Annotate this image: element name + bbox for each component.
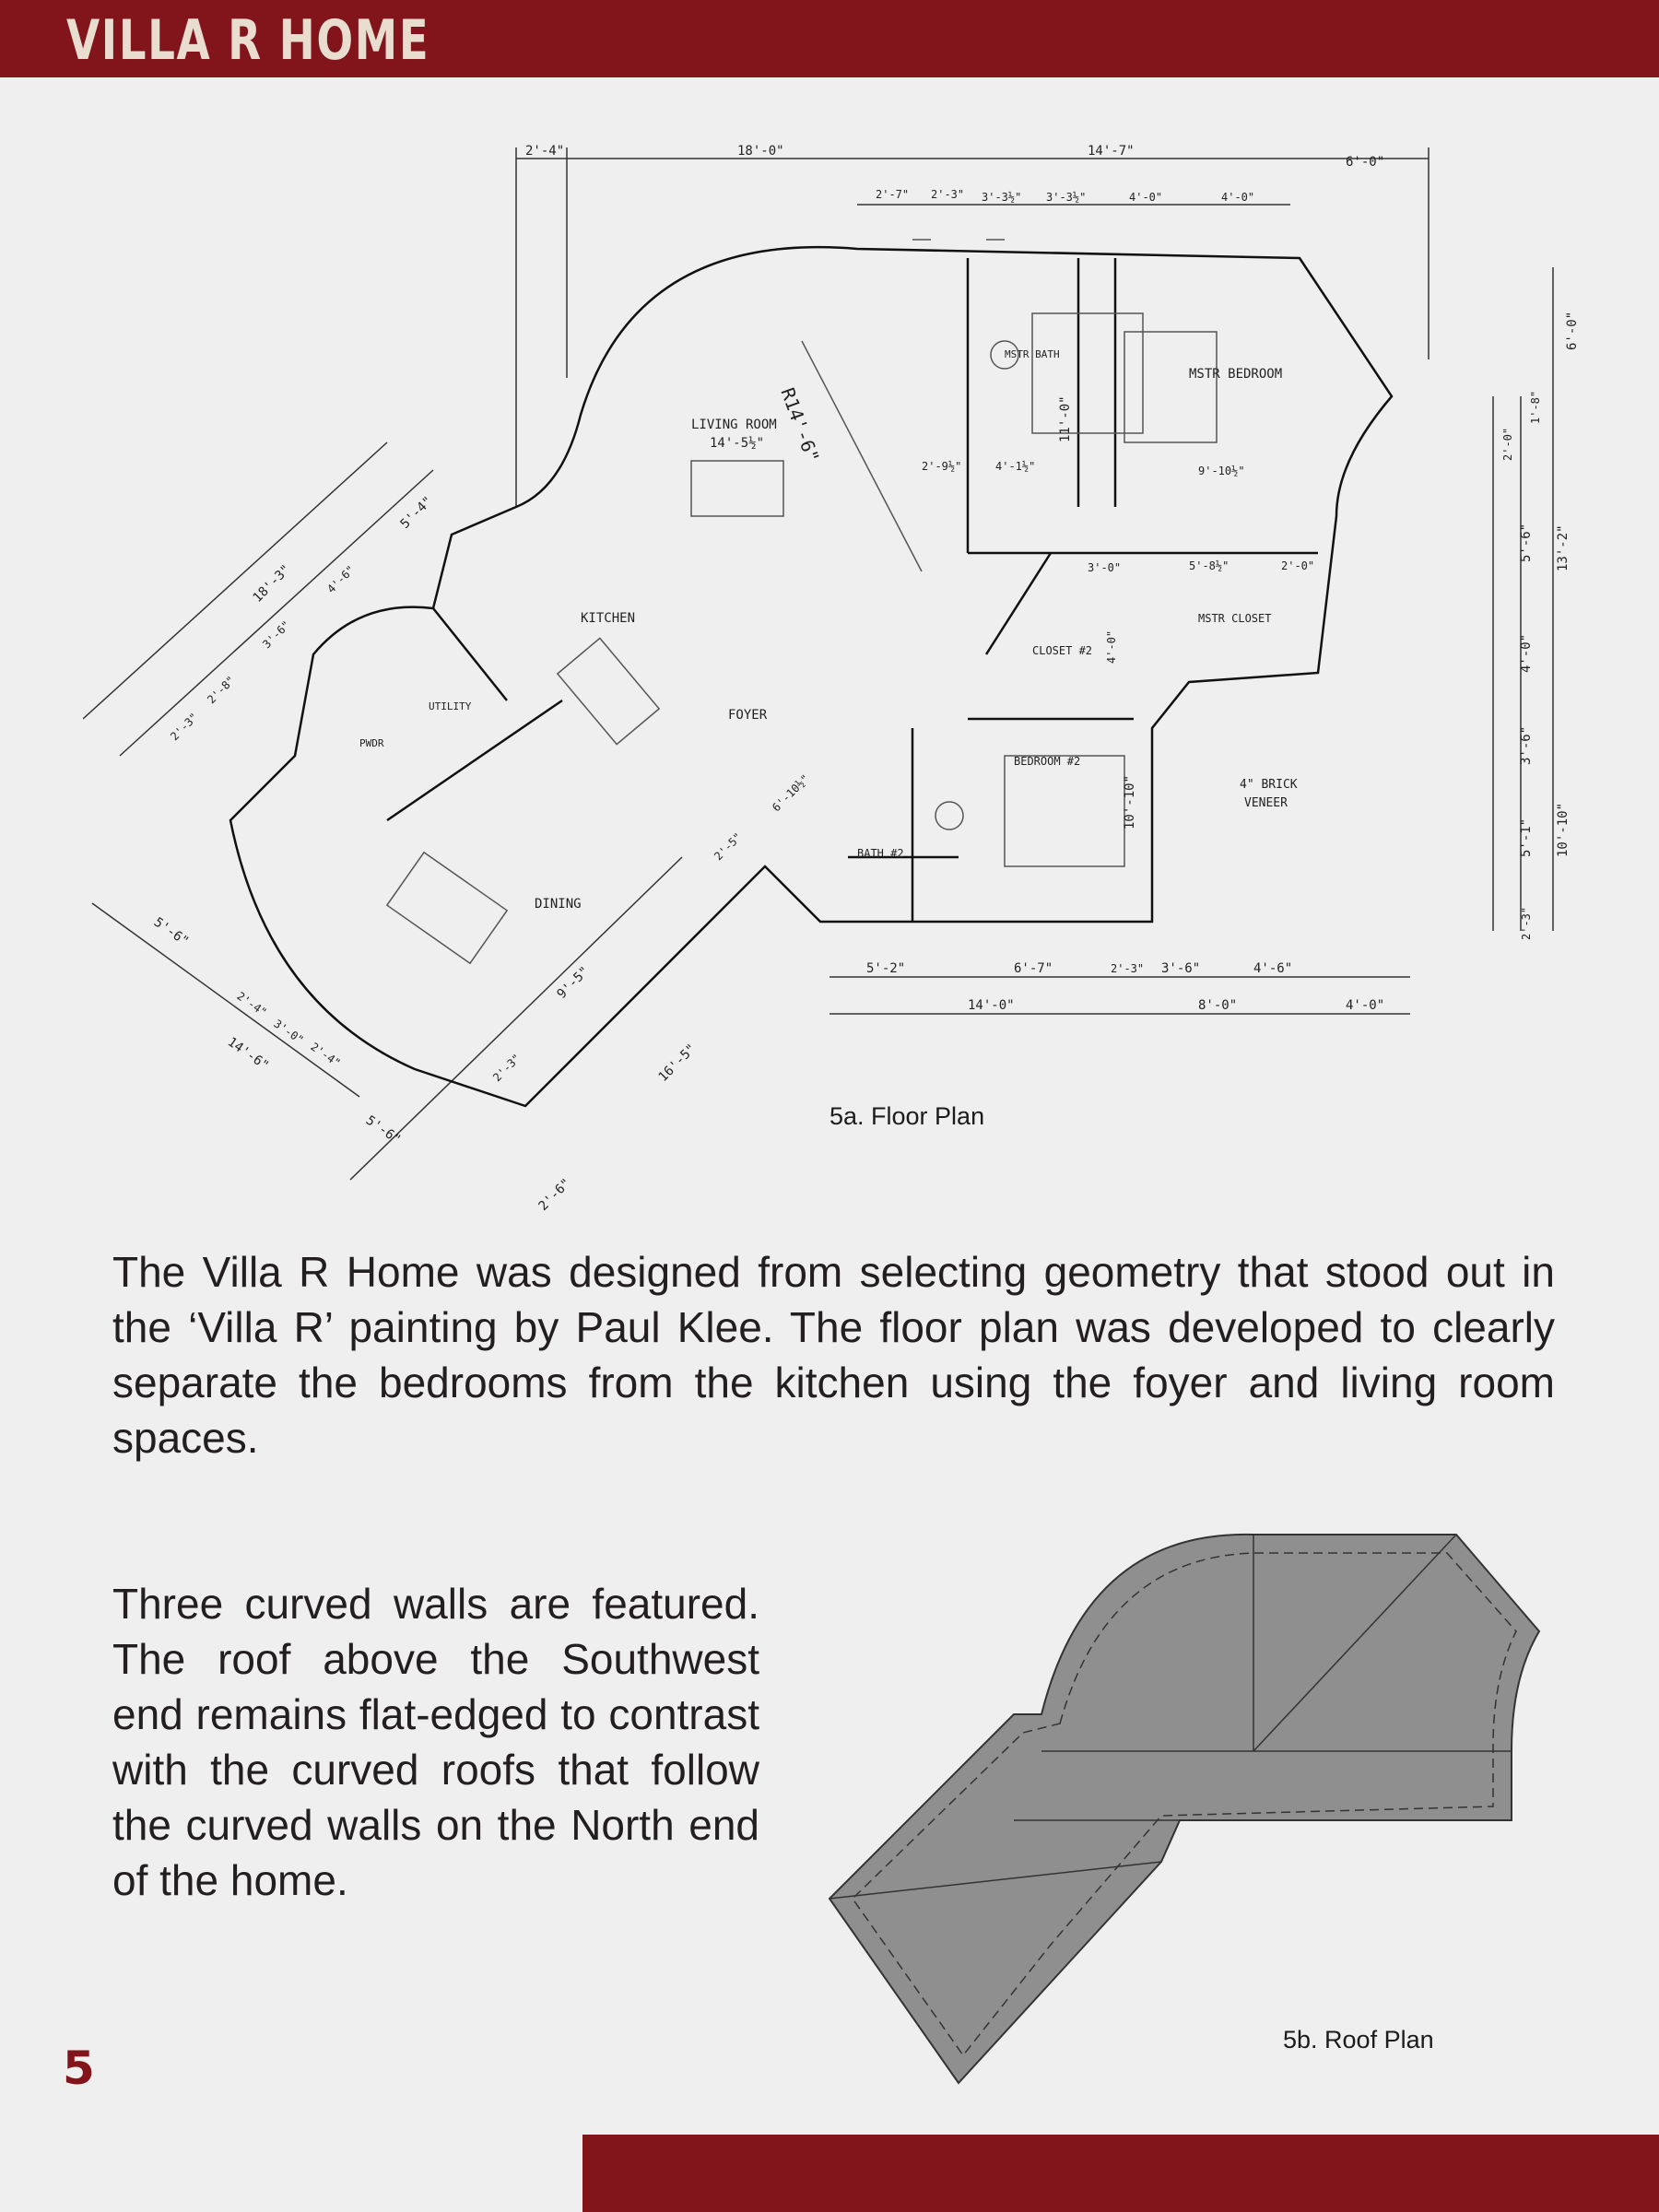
dim-label: 2'-0" <box>1501 427 1514 461</box>
footer-bar <box>582 2135 1659 2212</box>
dim-label: 8'-0" <box>1198 998 1238 1013</box>
dim-label: 5'-4" <box>397 493 436 532</box>
dim-label: 5'-2" <box>866 961 906 976</box>
room-bath-2: BATH #2 <box>857 847 904 860</box>
dim-label: 14'-7" <box>1088 144 1135 159</box>
dim-label: 3'-6" <box>260 618 293 652</box>
dim-label: 2'-9½" <box>922 460 962 473</box>
dim-label: 16'-5" <box>655 1041 700 1085</box>
dim-label: 5'-6" <box>1519 523 1534 562</box>
dim-label: 10'-10" <box>1556 802 1571 857</box>
dim-label: 5'-6" <box>362 1112 404 1147</box>
dim-label: 3'-6" <box>1161 961 1201 976</box>
dim-label: 2'-3" <box>168 710 201 744</box>
dim-label: 2'-0" <box>1281 559 1315 572</box>
veneer-note-line2: VENEER <box>1244 796 1288 810</box>
dim-label: 4'-0" <box>1346 998 1385 1013</box>
dim-label: 14'-6" <box>224 1034 272 1074</box>
roof-plan-caption: 5b. Roof Plan <box>1283 2026 1434 2053</box>
veneer-note-line1: 4" BRICK <box>1240 778 1298 792</box>
dim-label: 5'-6" <box>150 914 192 949</box>
dim-label: 3'-3½" <box>982 191 1022 204</box>
room-foyer: FOYER <box>728 708 768 723</box>
dim-label: 6'-0" <box>1565 311 1580 350</box>
room-dining: DINING <box>535 897 582 912</box>
dim-label: 2'-6" <box>535 1175 574 1214</box>
intro-paragraph: The Villa R Home was designed from selecting geometry that stood out in the ‘Villa R’ painting by Paul Klee. The floor plan was developed to clearly separate the bedrooms from the kitchen using the foyer and living room spaces. <box>112 1248 1555 1462</box>
dim-label: 14'-0" <box>968 998 1015 1013</box>
dim-label: 1'-8" <box>1529 390 1542 424</box>
dim-label: 18'-3" <box>250 561 294 606</box>
dim-label: 4'-0" <box>1105 629 1118 664</box>
roof-plan-drawing <box>811 1512 1567 2101</box>
living-room-size: 14'-5½" <box>710 436 765 451</box>
dim-label: 2'-7" <box>876 188 910 201</box>
dim-label: 11'-0" <box>1058 395 1073 442</box>
dim-label: 4'-6" <box>324 562 358 596</box>
dim-label: 9'-5" <box>554 963 593 1002</box>
room-closet-2: CLOSET #2 <box>1032 644 1093 657</box>
dim-label: 4'-1½" <box>995 460 1036 473</box>
dim-label: 2'-8" <box>205 673 238 707</box>
dim-label: 18'-0" <box>737 144 784 159</box>
dim-label: 2'-4" <box>308 1040 343 1070</box>
dim-label: 3'-0" <box>1088 561 1122 574</box>
dim-label: 10'-10" <box>1123 774 1137 830</box>
dim-label: 5'-1" <box>1519 818 1534 857</box>
room-bedroom-2: BEDROOM #2 <box>1014 755 1081 768</box>
room-pwdr: PWDR <box>359 737 384 749</box>
dim-label: 4'-0" <box>1221 191 1255 204</box>
dim-label: 6'-10½" <box>770 771 812 815</box>
page-number: 5 <box>63 2041 95 2095</box>
dim-label: 2'-4" <box>234 989 269 1019</box>
dim-label: 3'-6" <box>1519 725 1534 765</box>
dim-label: 4'-0" <box>1519 633 1534 673</box>
floor-plan-caption: 5a. Floor Plan <box>830 1102 985 1130</box>
dim-label: 2'-3" <box>1520 906 1533 940</box>
dim-label: 2'-3" <box>931 188 965 201</box>
room-kitchen: KITCHEN <box>581 611 636 626</box>
dim-label: 5'-8½" <box>1189 559 1230 572</box>
radius-label: R14'-6" <box>776 384 824 465</box>
dim-label: 6'-7" <box>1014 961 1053 976</box>
dim-label: 4'-6" <box>1253 961 1293 976</box>
dim-label: 4'-0" <box>1129 191 1163 204</box>
dim-label: 2'-4" <box>525 144 565 159</box>
header-title: VILLA R HOME <box>66 8 430 73</box>
room-mstr-closet: MSTR CLOSET <box>1198 612 1272 625</box>
room-mstr-bedroom: MSTR BEDROOM <box>1189 367 1283 382</box>
dim-label: 3'-3½" <box>1046 191 1087 204</box>
dim-label: 3'-0" <box>271 1017 306 1047</box>
dim-label: 2'-3" <box>490 1051 524 1085</box>
header-bar <box>0 0 1659 77</box>
dim-label: 2'-5" <box>712 830 745 864</box>
floor-plan-drawing <box>83 120 1594 1217</box>
room-utility: UTILITY <box>429 700 472 712</box>
roof-paragraph: Three curved walls are featured. The roof above the Southwest end remains flat-edged to contrast with the curved roofs that follow the curved walls on the North end of the home. <box>112 1580 759 1904</box>
dim-label: 9'-10½" <box>1198 465 1245 477</box>
room-living-room: LIVING ROOM <box>691 418 777 432</box>
room-mstr-bath: MSTR BATH <box>1005 348 1060 360</box>
dim-label: 2'-3" <box>1111 962 1145 975</box>
dim-label: 13'-2" <box>1556 524 1571 571</box>
dim-label: 6'-0" <box>1346 155 1385 170</box>
